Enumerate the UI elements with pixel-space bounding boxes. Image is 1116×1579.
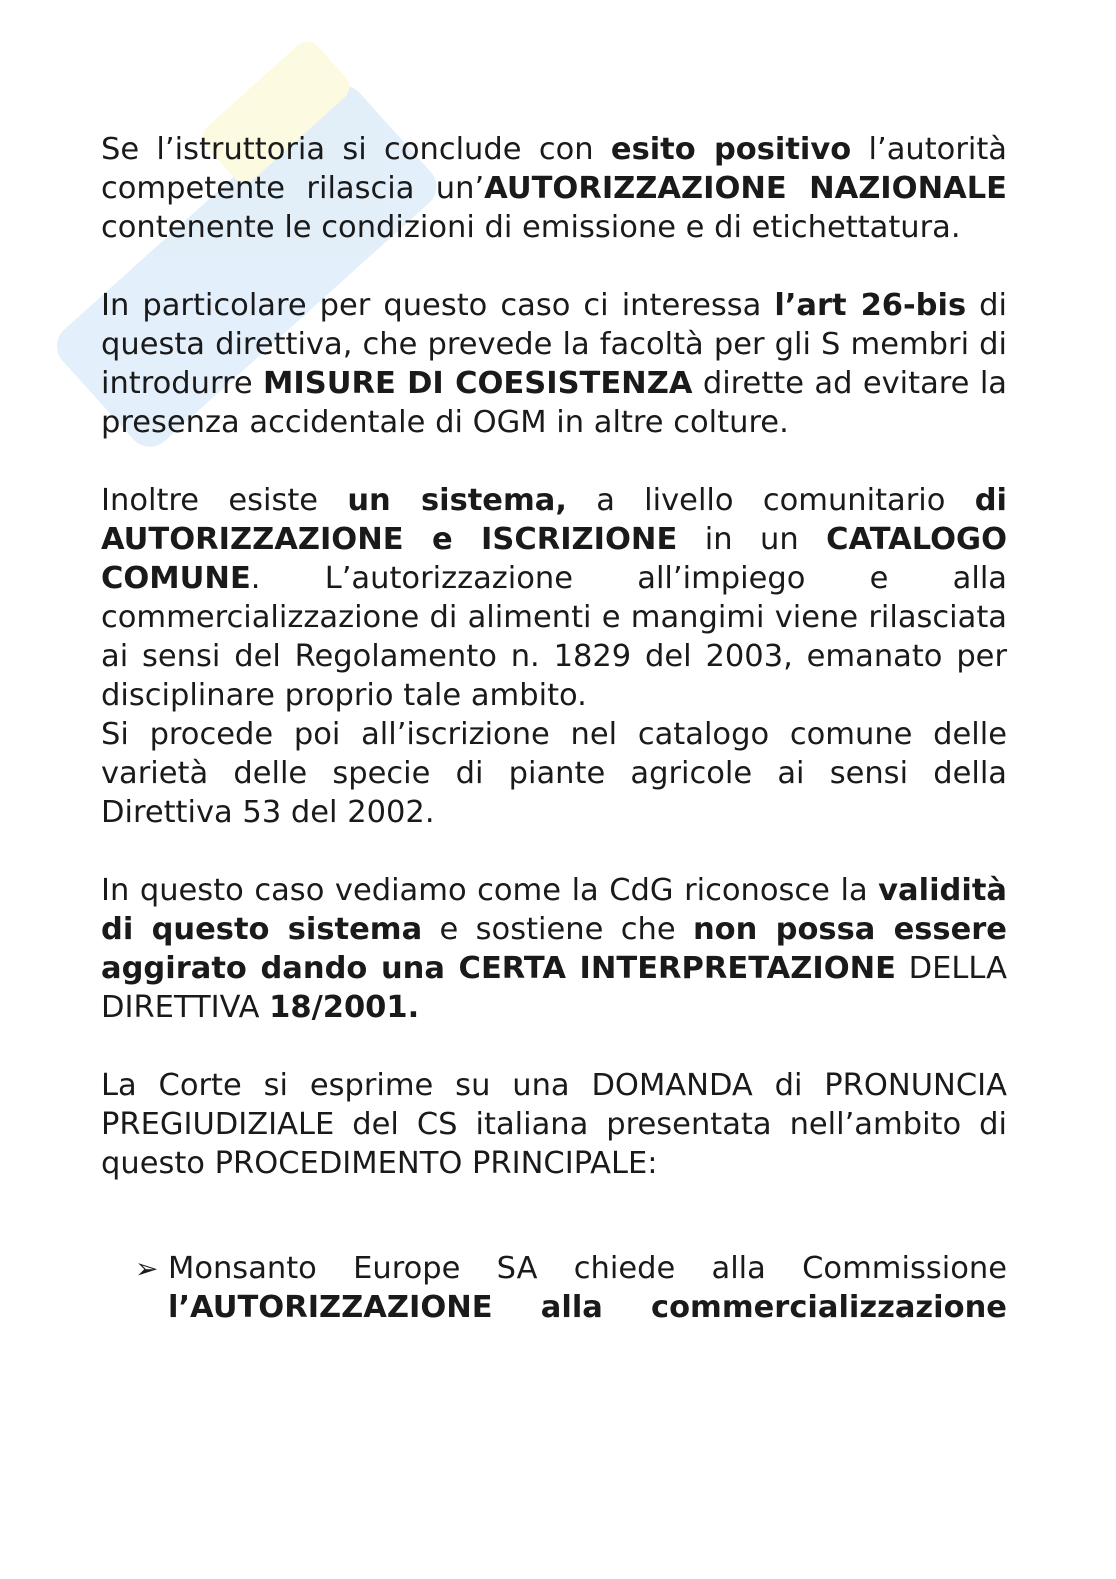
arrow-bullet-icon: ➢: [135, 1252, 159, 1285]
text: a livello comunitario: [566, 483, 975, 518]
paragraph-autorizzazione-nazionale: [101, 130, 1007, 247]
text: contenente le condizioni di emissione e di etichettatura.: [101, 210, 961, 245]
document-page: [101, 130, 1007, 1327]
bullet-item-monsanto: [101, 1249, 1007, 1327]
text: dirette ad evitare la presenza accidentale di OGM in altre colture.: [101, 366, 1008, 440]
paragraph-iscrizione-catalogo: [101, 715, 1007, 832]
bold-text: AUTORIZZAZIONE NAZIONALE: [484, 171, 1007, 206]
text: . L’autorizzazione all’impiego e alla commercializzazione di alimenti e mangimi viene rilasciata ai sensi del Regolamento n. 1829 del 2003, emanato per disciplinare proprio tale ambito.: [101, 561, 1007, 713]
text: Se l’istruttoria si conclude con: [101, 132, 611, 167]
bold-text: esito positivo: [610, 132, 852, 167]
paragraph-art-26-bis: [101, 286, 1007, 442]
bold-text: CATALOGO COMUNE: [101, 522, 1007, 596]
text: DELLA DIRETTIVA: [101, 951, 1007, 1025]
text: l’autorità competente rilascia un’: [101, 132, 1007, 206]
bold-text: validità di questo sistema: [101, 873, 1007, 947]
bold-text: 18/2001.: [269, 990, 420, 1025]
text: Monsanto Europe SA chiede alla Commissione: [168, 1251, 1007, 1286]
text: In questo caso vediamo come la CdG riconosce la: [101, 873, 879, 908]
text: In particolare per questo caso ci interessa: [101, 288, 775, 323]
bold-text: l’art 26-bis: [774, 288, 967, 323]
bold-text: non possa essere aggirato dando una CERTA INTERPRETAZIONE: [101, 912, 1007, 986]
bold-text: l’AUTORIZZAZIONE alla commercializzazione: [168, 1290, 1007, 1325]
text: Si procede poi all’iscrizione nel catalogo comune delle varietà delle specie di piante agricole ai sensi della Direttiva 53 del 2002.: [101, 717, 1007, 830]
text: e sostiene che: [422, 912, 693, 947]
bullet-text: [168, 1249, 1007, 1327]
bold-text: di AUTORIZZAZIONE e ISCRIZIONE: [101, 483, 1007, 557]
text: di questa direttiva, che prevede la facoltà per gli S membri di introdurre: [101, 288, 1007, 401]
text: La Corte si esprime su una DOMANDA di PRONUNCIA PREGIUDIZIALE del CS italiana presentata nell’ambito di questo PROCEDIMENTO PRINCIPALE:: [101, 1068, 1007, 1181]
paragraph-sistema-comunitario: [101, 481, 1007, 715]
text: in un: [677, 522, 827, 557]
text: Inoltre esiste: [101, 483, 348, 518]
bold-text: un sistema,: [347, 483, 567, 518]
bold-text: MISURE DI COESISTENZA: [263, 366, 693, 401]
paragraph-cdg-validita: [101, 871, 1007, 1027]
paragraph-domanda-pronuncia: [101, 1066, 1007, 1183]
